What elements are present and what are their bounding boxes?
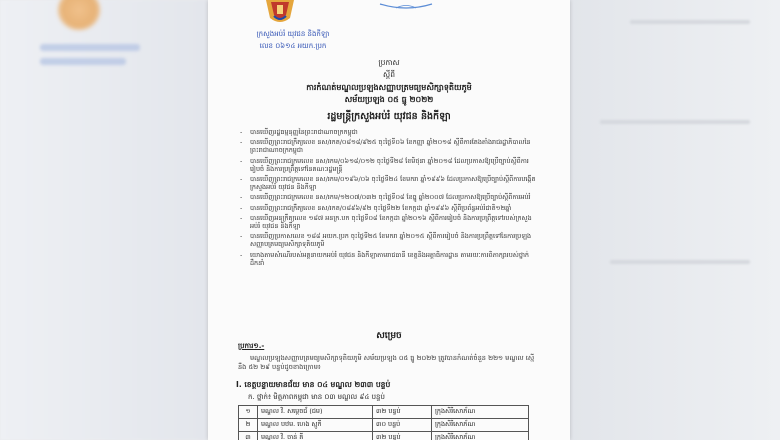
preamble-item: - បានឃើញព្រះរាជក្រមលេខ នស/រកម/០៦១៨/០១២ ចុះថ្ងៃទី២៨ ខែមិថុនា ឆ្នាំ២០១៨ ដែលប្រកាសឱ្យប្រើច្បាប់ស្តីពីការរៀបចំ និងការប្រព្រឹត្តទៅនៃគណៈរដ្ឋមន្ត្រី xyxy=(240,157,540,173)
document-subject: ស្តីពី xyxy=(383,70,395,79)
room-count: ៣២ បន្ទប់ xyxy=(373,406,432,419)
table-row xyxy=(239,419,529,432)
reference-number: លេខ ០៦១៤ អយក.ប្រក xyxy=(259,42,327,50)
center-name: មណ្ឌល វិ. ចាន់ គី xyxy=(258,432,373,440)
table-row xyxy=(239,406,529,419)
preamble-item: - បានឃើញព្រះរាជក្រឹត្យលេខ នស/រកត/០៨៩៦/៩២ ចុះថ្ងៃទី២២ ខែកក្កដា ឆ្នាំ១៩៩៦ ស្តីពីប្រព័ន្ធអប់រំជាតិ១២ឆ្នាំ xyxy=(240,204,540,212)
decision-heading: សម្រេច xyxy=(376,331,402,341)
preamble-item: - យោងតាមសំណើរបស់អគ្គនាយកអប់រំ យុវជន និងកីឡាតាមរាជធានី ខេត្តនិងអគ្គាធិការដ្ឋាន តាមរយៈការពិភាក្សារបស់ថ្នាក់ដឹកនាំ xyxy=(240,251,540,267)
room-count: ៣២ បន្ទប់ xyxy=(373,432,432,440)
header-ornament-icon xyxy=(376,0,436,12)
preamble-item: - បានឃើញអនុក្រឹត្យលេខ ១៨៧ អនក្រ.បក ចុះថ្ងៃទី០៨ ខែកក្កដា ឆ្នាំ២០១៦ ស្តីពីការរៀបចំ និងការប្រព្រឹត្តទៅរបស់ក្រសួងអប់រំ យុវជន និងកីឡា xyxy=(240,214,540,230)
row-number: ៣ xyxy=(239,432,258,440)
center-location: ក្រុងសិរីសោភ័ណ xyxy=(432,406,529,419)
preamble-list xyxy=(240,128,540,269)
exam-center-table xyxy=(238,405,529,440)
preamble-item: - បានឃើញប្រកាសលេខ ១៨៨ អយក.ប្រក ចុះថ្ងៃទី២៥ ខែមករា ឆ្នាំ២០១៥ ស្តីពីការរៀបចំ និងការប្រព្រឹត្តទៅនៃការប្រឡងសញ្ញាបត្រមធ្យមសិក្សាទុតិយភូមិ xyxy=(240,232,540,248)
section-heading: I. ខេត្តបន្ទាយមានជ័យ មាន ០៤ មណ្ឌល ២៣៣ បន្ទប់ xyxy=(236,380,391,389)
center-location: ក្រុងសិរីសោភ័ណ xyxy=(432,419,529,432)
article-text: មណ្ឌលប្រឡងសញ្ញាបត្រមធ្យមសិក្សាទុតិយភូមិ សម័យប្រឡង ០៥ ធ្នូ ២០២២ ត្រូវបានកំណត់ចំនួន ២២១ មណ្ឌល ស្មើនឹង ៥២ ២៩ បន្ទប់ដូចខាងក្រោម៖ xyxy=(238,354,535,371)
issuer-title: រដ្ឋមន្ត្រីក្រសួងអប់រំ យុវជន និងកីឡា xyxy=(327,111,451,122)
ministry-emblem-icon xyxy=(260,0,300,26)
document-title-line2: សម័យប្រឡង ០៥ ធ្នូ ២០២២ xyxy=(344,95,434,104)
table-row xyxy=(239,432,529,440)
document-title-line1: ការកំណត់មណ្ឌលប្រឡងសញ្ញាបត្រមធ្យមសិក្សាទុតិយភូមិ xyxy=(306,83,472,92)
preamble-item: - បានឃើញព្រះរាជក្រមលេខ នស/រកម/០១៩៦/០៦ ចុះថ្ងៃទី២៤ ខែមករា ឆ្នាំ១៩៩៦ ដែលប្រកាសឱ្យប្រើច្បាប់ស្តីពីការបង្កើតក្រសួងអប់រំ យុវជន និងកីឡា xyxy=(240,175,540,191)
room-count: ៣០ បន្ទប់ xyxy=(373,419,432,432)
preamble-item: - បានឃើញរដ្ឋធម្មនុញ្ញនៃព្រះរាជាណាចក្រកម្ពុជា xyxy=(240,128,540,136)
document-page xyxy=(208,0,570,440)
preamble-item: - បានឃើញព្រះរាជក្រមលេខ នស/រកម/១២០៧/០៣២ ចុះថ្ងៃទី០៨ ខែធ្នូ ឆ្នាំ២០០៧ ដែលប្រកាសឱ្យប្រើច្បាប់ស្តីពីការអប់រំ xyxy=(240,193,540,201)
subsection-heading: ក. ថ្នាក់៖ មិត្តភាពកម្ពុជា មាន ០៣ មណ្ឌល ៩៤ បន្ទប់ xyxy=(248,393,385,401)
background-line-blur xyxy=(630,20,750,24)
background-text-blur xyxy=(40,58,126,65)
background-text-blur xyxy=(40,44,140,51)
background-left-panel xyxy=(0,0,208,440)
document-kind: ប្រកាស xyxy=(378,58,400,67)
preamble-item: - បានឃើញព្រះរាជក្រឹត្យលេខ នស/រកត/០៨១៨/៩២៥ ចុះថ្ងៃទី០៦ ខែកញ្ញា ឆ្នាំ២០១៨ ស្តីពីការតែងតាំងរាជរដ្ឋាភិបាលនៃព្រះរាជាណាចក្រកម្ពុជា xyxy=(240,138,540,154)
center-location: ក្រុងសិរីសោភ័ណ xyxy=(432,432,529,440)
background-right-panel xyxy=(568,0,780,440)
row-number: ១ xyxy=(239,406,258,419)
background-line-blur xyxy=(610,260,750,264)
center-name: មណ្ឌល វិ. សម្តេចជ័ (ជម) xyxy=(258,406,373,419)
row-number: ២ xyxy=(239,419,258,432)
article-label: ប្រការ១.- xyxy=(238,342,265,350)
background-line-blur xyxy=(600,120,750,124)
center-name: មណ្ឌល បឋម. ហេង ស្មូកី xyxy=(258,419,373,432)
ministry-name: ក្រសួងអប់រំ យុវជន និងកីឡា xyxy=(256,30,330,38)
